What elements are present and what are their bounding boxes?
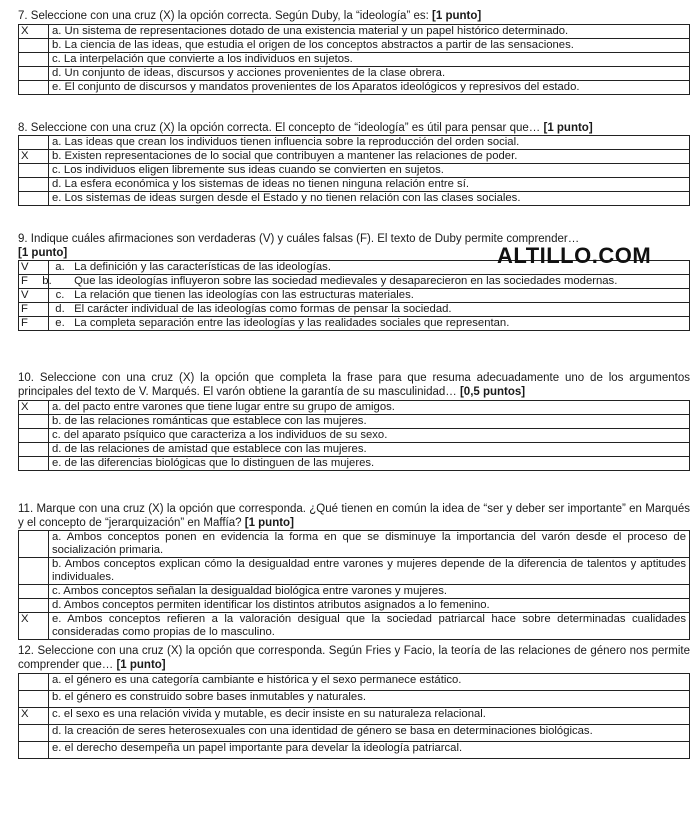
answer-cell[interactable] (19, 531, 49, 558)
option-row (19, 192, 690, 206)
answer-cell[interactable] (19, 443, 49, 457)
option-row (19, 39, 690, 53)
option-text: c. La interpelación que convierte a los individuos en sujetos. (49, 53, 690, 67)
option-row (19, 674, 690, 691)
answer-cell[interactable]: X (19, 150, 49, 164)
answer-cell[interactable] (19, 192, 49, 206)
option-row (19, 150, 690, 164)
option-text: d. La esfera económica y los sistemas de ideas no tienen ninguna relación entre sí. (49, 178, 690, 192)
option-text: La relación que tienen las ideologías con las estructuras materiales. (74, 289, 414, 301)
question-title: 7. Seleccione con una cruz (X) la opción correcta. Según Duby, la “ideología” es: [1 punto] (18, 10, 482, 22)
question-12 (18, 644, 690, 759)
answer-cell[interactable] (19, 136, 49, 150)
option-row (19, 708, 690, 725)
option-letter: d. (55, 303, 65, 315)
question-10 (18, 371, 690, 471)
option-row (19, 429, 690, 443)
option-row (19, 742, 690, 759)
option-text: d. la creación de seres heterosexuales con una identidad de género se basa en determinaciones biológicas. (49, 725, 690, 742)
option-text: e. El conjunto de discursos y mandatos provenientes de los Aparatos ideológicos y represivos del estado. (49, 81, 690, 95)
question-11 (18, 502, 690, 640)
question-title: 11. Marque con una cruz (X) la opción que corresponda. ¿Qué tienen en común la idea de “ser y deber ser importante” en Marqués y el concepto de “jerarquización” en Maffía? [1 punto] (18, 503, 690, 529)
question-title: 10. Seleccione con una cruz (X) la opción que completa la frase para que resuma adecuadamente uno de los argumentos principales del texto de V. Marqués. El varón obtiene la garantía de su masculinidad… [0,5 puntos] (18, 372, 690, 398)
true-false-cell[interactable]: F (19, 275, 49, 289)
answer-cell[interactable] (19, 81, 49, 95)
answer-cell[interactable] (19, 415, 49, 429)
true-false-cell[interactable]: F (19, 303, 49, 317)
points-label: [1 punto] (244, 517, 294, 529)
option-text: b. de las relaciones románticas que establece con las mujeres. (49, 415, 690, 429)
true-false-cell[interactable]: V (19, 261, 49, 275)
answer-cell[interactable] (19, 457, 49, 471)
question-title: 8. Seleccione con una cruz (X) la opción correcta. El concepto de “ideología” es útil para pensar que… [1 punto] (18, 122, 593, 134)
answer-cell[interactable] (19, 585, 49, 599)
option-text: d. Un conjunto de ideas, discursos y acciones provenientes de la clase obrera. (49, 67, 690, 81)
option-row (19, 289, 690, 303)
options-table (18, 24, 690, 95)
option-letter: e. (55, 317, 65, 329)
option-text: La definición y las características de las ideologías. (74, 261, 331, 273)
options-table (18, 530, 690, 640)
option-text: b. Ambos conceptos explican cómo la desigualdad entre varones y mujeres depende de la diferencia de talentos y aptitudes individuales. (49, 558, 690, 585)
answer-cell[interactable] (19, 725, 49, 742)
option-row (19, 599, 690, 613)
option-row (19, 531, 690, 558)
option-text: a. Un sistema de representaciones dotado de una existencia material y un papel histórico determinado. (49, 25, 690, 39)
option-text: Que las ideologías influyeron sobre las sociedad medievales y desaparecieron en las sociedades modernas. (74, 275, 618, 287)
option-text: c. el sexo es una relación vivida y mutable, es decir insiste en su naturaleza relacional. (49, 708, 690, 725)
options-table (18, 135, 690, 206)
points-label: [1 punto] (543, 122, 593, 134)
option-text: c. Los individuos eligen libremente sus ideas cuando se convierten en sujetos. (49, 164, 690, 178)
option-text: a. Las ideas que crean los individuos tienen influencia sobre la reproducción del orden social. (49, 136, 690, 150)
question-title: 12. Seleccione con una cruz (X) la opción que corresponda. Según Fries y Facio, la teoría de las relaciones de género nos permite comprender que… [1 punto] (18, 645, 690, 671)
points-label: [1 punto] (116, 659, 166, 671)
option-text: b. Existen representaciones de lo social que contribuyen a mantener las relaciones de poder. (49, 150, 690, 164)
option-text: La completa separación entre las ideologías y las realidades sociales que representan. (74, 317, 510, 329)
option-text: e. el derecho desempeña un papel importante para develar la ideología patriarcal. (49, 742, 690, 759)
answer-cell[interactable]: X (19, 708, 49, 725)
answer-cell[interactable] (19, 429, 49, 443)
option-row (19, 443, 690, 457)
true-false-cell[interactable]: F (19, 317, 49, 331)
option-letter: c. (55, 289, 65, 301)
option-row (19, 415, 690, 429)
option-row (19, 691, 690, 708)
option-text: d. Ambos conceptos permiten identificar los distintos atributos asignados a lo femenino. (49, 599, 690, 613)
answer-cell[interactable] (19, 53, 49, 67)
option-row (19, 25, 690, 39)
option-text: b. el género es construido sobre bases inmutables y naturales. (49, 691, 690, 708)
option-row (19, 725, 690, 742)
option-text: b. La ciencia de las ideas, que estudia el origen de los conceptos abstractos a partir de las sensaciones. (49, 39, 690, 53)
answer-cell[interactable] (19, 599, 49, 613)
option-text: a. Ambos conceptos ponen en evidencia la forma en que se disminuye la importancia del varón desde el proceso de socialización primaria. (49, 531, 690, 558)
option-row (19, 613, 690, 640)
points-label: [1 punto] (18, 247, 68, 259)
option-letter: a. (55, 261, 65, 273)
options-table (18, 260, 690, 331)
answer-cell[interactable] (19, 164, 49, 178)
option-letter: b. (42, 275, 52, 287)
option-row (19, 178, 690, 192)
option-row (19, 558, 690, 585)
points-label: [1 punto] (432, 10, 482, 22)
option-row (19, 81, 690, 95)
options-table (18, 400, 690, 471)
option-text: c. del aparato psíquico que caracteriza a los individuos de su sexo. (49, 429, 690, 443)
answer-cell[interactable] (19, 691, 49, 708)
option-row (19, 136, 690, 150)
option-text: El carácter individual de las ideologías como formas de pensar la sociedad. (74, 303, 452, 315)
answer-cell[interactable] (19, 67, 49, 81)
option-row (19, 401, 690, 415)
answer-cell[interactable]: X (19, 25, 49, 39)
question-8 (18, 121, 690, 206)
question-7 (18, 9, 690, 95)
option-row (19, 317, 690, 331)
option-row (19, 275, 690, 289)
option-row (19, 53, 690, 67)
option-text: a. del pacto entre varones que tiene lugar entre su grupo de amigos. (49, 401, 690, 415)
true-false-cell[interactable]: V (19, 289, 49, 303)
option-text: e. de las diferencias biológicas que lo distinguen de las mujeres. (49, 457, 690, 471)
answer-cell[interactable] (19, 39, 49, 53)
option-text: c. Ambos conceptos señalan la desigualdad biológica entre varones y mujeres. (49, 585, 690, 599)
answer-cell[interactable] (19, 178, 49, 192)
option-text: d. de las relaciones de amistad que establece con las mujeres. (49, 443, 690, 457)
question-title: 9. Indique cuáles afirmaciones son verdaderas (V) y cuáles falsas (F). El texto de Duby permite comprender… [1 punto] (18, 233, 580, 259)
answer-cell[interactable] (19, 558, 49, 585)
altillo-watermark: ALTILLO.COM (497, 243, 652, 268)
options-table (18, 673, 690, 759)
answer-cell[interactable]: X (19, 401, 49, 415)
option-row (19, 585, 690, 599)
answer-cell[interactable]: X (19, 613, 49, 640)
option-row (19, 457, 690, 471)
answer-cell[interactable] (19, 742, 49, 759)
option-row (19, 164, 690, 178)
option-text: a. el género es una categoría cambiante e histórica y el sexo permanece estático. (49, 674, 690, 691)
answer-cell[interactable] (19, 674, 49, 691)
points-label: [0,5 puntos] (459, 386, 526, 398)
option-text: e. Ambos conceptos refieren a la valoración desigual que la sociedad patriarcal hace sobre determinadas cualidades consideradas como propias de lo masculino. (49, 613, 690, 640)
option-row (19, 67, 690, 81)
option-row (19, 303, 690, 317)
option-text: e. Los sistemas de ideas surgen desde el Estado y no tienen relación con las clases sociales. (49, 192, 690, 206)
